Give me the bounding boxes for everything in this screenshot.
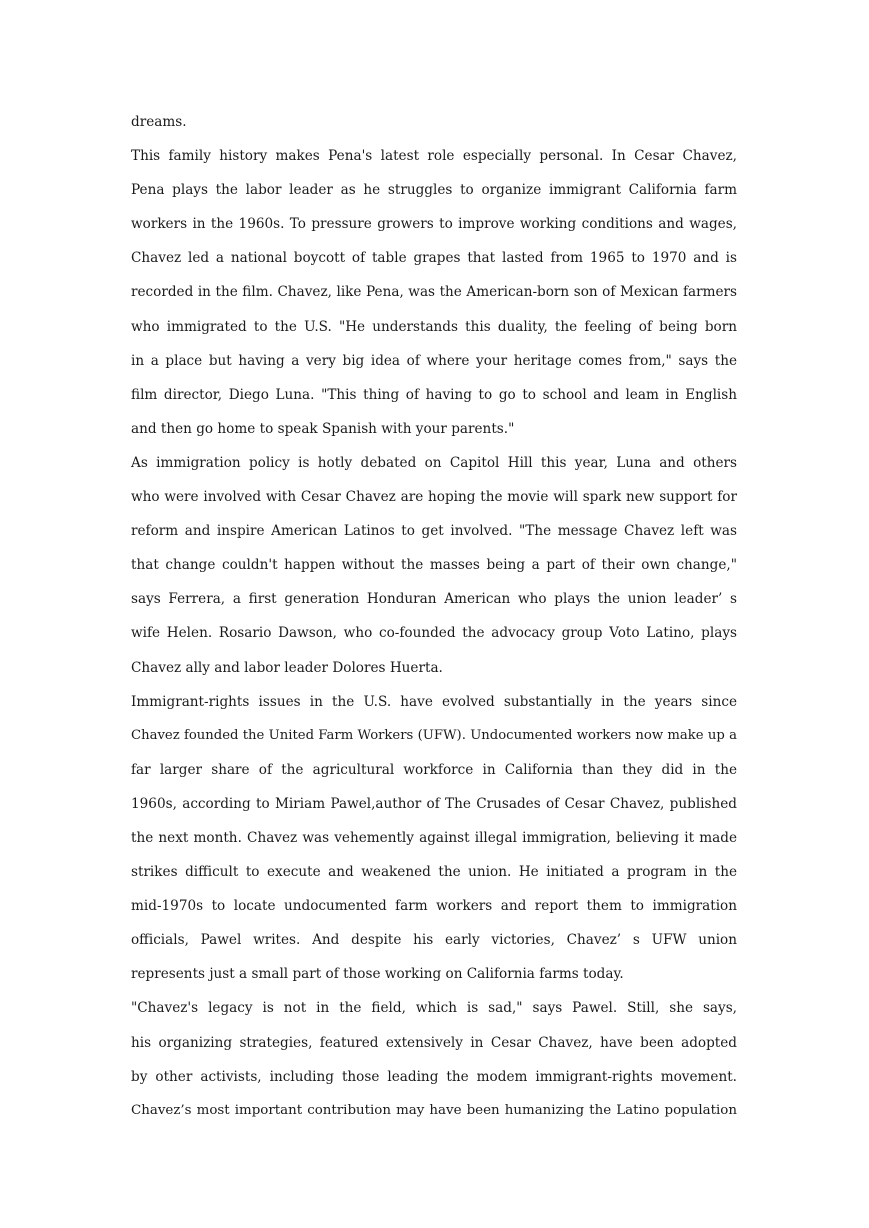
text-line: Pena plays the labor leader as he struggles to organize immigrant California farm: [131, 182, 737, 199]
text-line: by other activists, including those leading the modem immigrant-rights movement.: [131, 1068, 737, 1085]
text-line: represents just a small part of those working on California farms today.: [131, 966, 624, 983]
text-line: recorded in the film. Chavez, like Pena, was the American-born son of Mexican farmers: [131, 284, 737, 301]
paragraph: [131, 139, 737, 446]
text-line: mid-1970s to locate undocumented farm workers and report them to immigration: [131, 898, 737, 915]
text-line: 1960s, according to Miriam Pawel,author of The Crusades of Cesar Chavez, published: [131, 795, 737, 812]
text-line: Chavez founded the United Farm Workers (UFW). Undocumented workers now make up a: [131, 727, 737, 743]
text-line: Chavez ally and labor leader Dolores Huerta.: [131, 659, 443, 676]
text-line: dreams.: [131, 114, 187, 130]
article-body: [131, 105, 737, 1128]
text-line: This family history makes Pena's latest role especially personal. In Cesar Chavez,: [131, 148, 737, 165]
paragraph: [131, 685, 737, 992]
text-line: his organizing strategies, featured extensively in Cesar Chavez, have been adopted: [131, 1034, 737, 1051]
text-line: that change couldn't happen without the masses being a part of their own change,": [131, 557, 737, 574]
text-line: wife Helen. Rosario Dawson, who co-founded the advocacy group Voto Latino, plays: [131, 625, 737, 642]
text-line: officials, Pawel writes. And despite his early victories, Chavez’ s UFW union: [131, 932, 737, 949]
paragraph: [131, 446, 737, 685]
text-line: says Ferrera, a first generation Honduran American who plays the union leader’ s: [131, 591, 737, 608]
text-line: Chavez led a national boycott of table grapes that lasted from 1965 to 1970 and is: [131, 250, 737, 267]
text-line: the next month. Chavez was vehemently against illegal immigration, believing it made: [131, 829, 737, 846]
text-line: in a place but having a very big idea of where your heritage comes from," says the: [131, 352, 737, 369]
text-line: Immigrant-rights issues in the U.S. have evolved substantially in the years since: [131, 693, 737, 710]
text-line: who immigrated to the U.S. "He understands this duality, the feeling of being born: [131, 318, 737, 335]
text-line: film director, Diego Luna. "This thing of having to go to school and leam in English: [131, 386, 737, 403]
text-line: Chavez’s most important contribution may have been humanizing the Latino population: [131, 1102, 737, 1118]
text-line: As immigration policy is hotly debated on Capitol Hill this year, Luna and others: [131, 454, 737, 471]
paragraph: [131, 105, 737, 139]
text-line: reform and inspire American Latinos to get involved. "The message Chavez left was: [131, 523, 737, 540]
text-line: far larger share of the agricultural workforce in California than they did in the: [131, 761, 737, 778]
text-line: strikes difficult to execute and weakened the union. He initiated a program in the: [131, 864, 737, 881]
paragraph: [131, 991, 737, 1127]
text-line: workers in the 1960s. To pressure growers to improve working conditions and wages,: [131, 216, 737, 233]
text-line: "Chavez's legacy is not in the field, which is sad," says Pawel. Still, she says,: [131, 1000, 737, 1017]
text-line: and then go home to speak Spanish with your parents.": [131, 420, 515, 437]
text-line: who were involved with Cesar Chavez are hoping the movie will spark new support for: [131, 489, 737, 506]
